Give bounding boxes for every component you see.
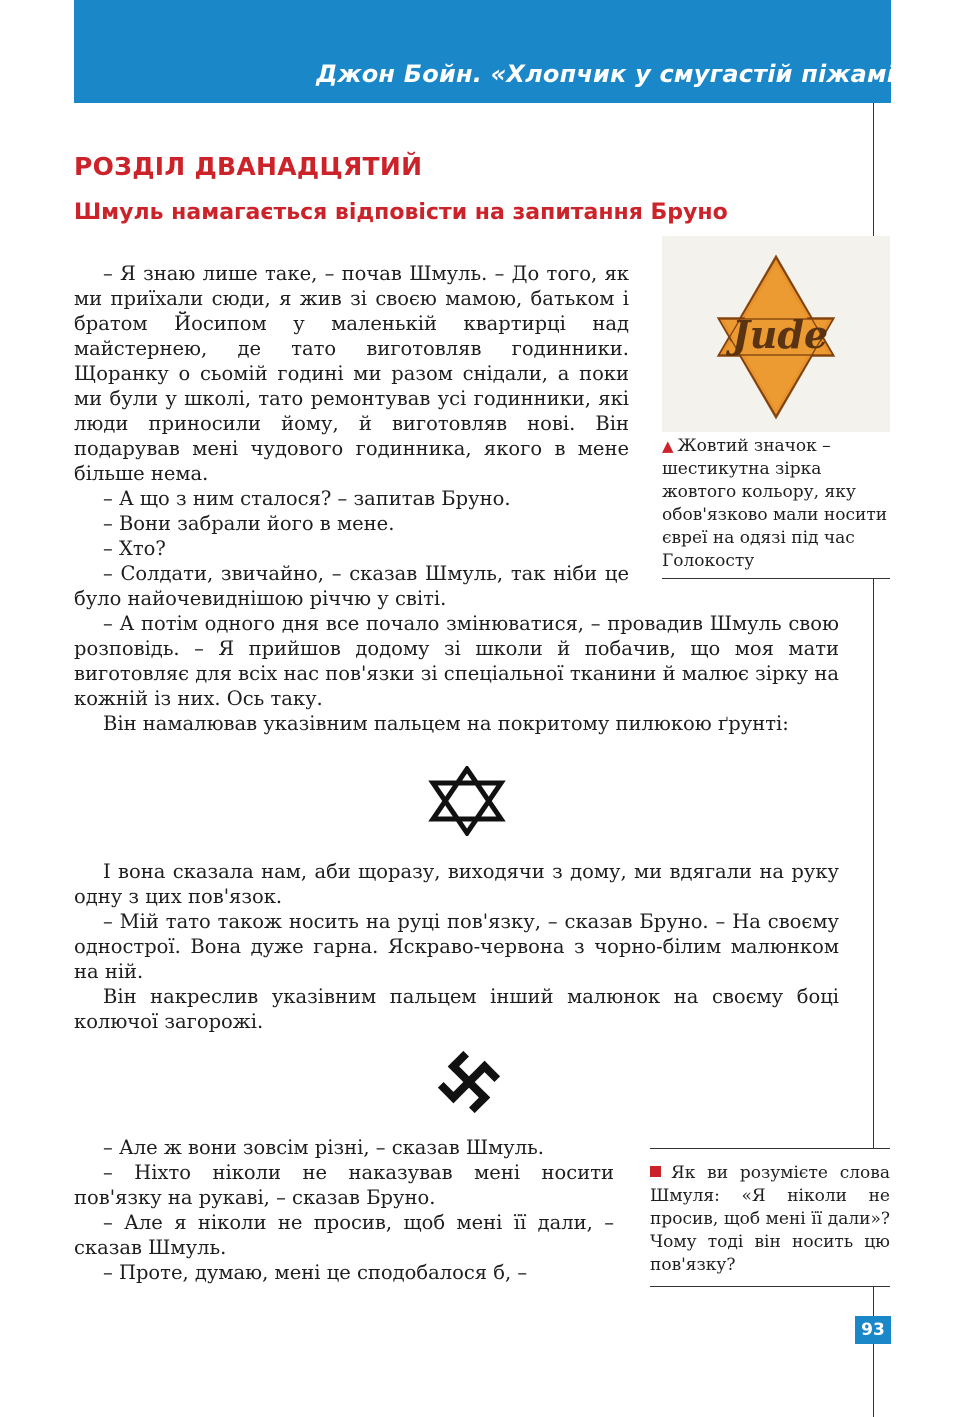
triangle-marker-icon: ▲ bbox=[662, 437, 674, 455]
paragraph: – Вони забрали його в мене. bbox=[103, 512, 395, 535]
caption-text: Жовтий значок – шестикутна зірка жовтого кольору, яку обов'язково мали носити євреї на одязі під час Голокосту bbox=[662, 436, 888, 571]
question-rule-bottom bbox=[650, 1286, 890, 1287]
paragraph: Він накреслив указівним пальцем інший малюнок на своєму боці колючої загорожі. bbox=[74, 985, 839, 1033]
paragraph: – Хто? bbox=[103, 537, 166, 560]
yellow-badge-image bbox=[662, 236, 890, 432]
margin-question bbox=[650, 1162, 890, 1277]
paragraph: І вона сказала нам, аби щоразу, виходячи з дому, ми вдягали на руку одну з цих пов'язок. bbox=[74, 860, 839, 908]
swastika-icon bbox=[432, 1046, 506, 1118]
image-caption bbox=[662, 435, 890, 573]
margin-rule-mid bbox=[873, 578, 874, 1148]
star-of-david-icon bbox=[428, 766, 506, 836]
paragraph: – Солдати, звичайно, – сказав Шмуль, так ніби це було найочевиднішою річчю у світі. bbox=[74, 562, 629, 610]
paragraph: – Але ж вони зовсім різні, – сказав Шмуль. bbox=[103, 1136, 544, 1159]
text-block-4 bbox=[74, 1135, 614, 1285]
chapter-title: РОЗДІЛ ДВАНАДЦЯТИЙ bbox=[74, 152, 423, 181]
square-marker-icon bbox=[650, 1166, 661, 1177]
page-number: 93 bbox=[855, 1316, 891, 1344]
chapter-subtitle: Шмуль намагається відповісти на запитання Бруно bbox=[74, 200, 728, 225]
paragraph: – Мій тато також носить на руці пов'язку, – сказав Бруно. – На своєму однострої. Вона дуже гарна. Яскраво-червона з чорно-білим малюнком на ній. bbox=[74, 910, 839, 983]
star-of-david-badge-icon bbox=[662, 236, 890, 432]
book-title: Джон Бойн. «Хлопчик у смугастій піжамі» bbox=[316, 60, 911, 88]
margin-rule-top bbox=[873, 103, 874, 236]
question-rule-top bbox=[650, 1148, 890, 1149]
question-text: Як ви розумієте слова Шмуля: «Я ніколи не просив, щоб мені її дали»? Чому тоді він носить цю пов'язку? bbox=[650, 1163, 890, 1275]
text-block-1 bbox=[74, 261, 629, 611]
badge-inscription: Jude bbox=[731, 312, 829, 357]
paragraph: – Проте, думаю, мені це сподобалося б, – bbox=[103, 1261, 528, 1284]
paragraph: – А потім одного дня все почало змінюватися, – провадив Шмуль свою розповідь. – Я прийшов додому зі школи й побачив, що моя мати виготовляє для всіх нас пов'язки зі спеціальної тканини й малює зірку на кожній із них. Ось таку. bbox=[74, 612, 839, 710]
paragraph: – Але я ніколи не просив, щоб мені її дали, – сказав Шмуль. bbox=[74, 1211, 614, 1259]
paragraph: Він намалював указівним пальцем на покритому пилюкою ґрунті: bbox=[103, 712, 789, 735]
text-block-2 bbox=[74, 611, 839, 736]
paragraph: – Я знаю лише таке, – почав Шмуль. – До того, як ми приїхали сюди, я жив зі своєю мамою, батьком і братом Йосипом у маленькій квартирці над майстернею, де тато виготовляв годинники. Щоранку о сьомій годині ми разом снідали, а поки ми були у школі, тато ремонтував усі годинники, які люди приносили йому, й виготовляв нові. Він подарував мені чудового годинника, якого в мене більше нема. bbox=[74, 262, 629, 485]
paragraph: – А що з ним сталося? – запитав Бруно. bbox=[103, 487, 511, 510]
caption-rule bbox=[662, 578, 890, 579]
text-block-3 bbox=[74, 859, 839, 1034]
margin-rule-bottom bbox=[873, 1286, 874, 1417]
paragraph: – Ніхто ніколи не наказував мені носити пов'язку на рукаві, – сказав Бруно. bbox=[74, 1161, 614, 1209]
